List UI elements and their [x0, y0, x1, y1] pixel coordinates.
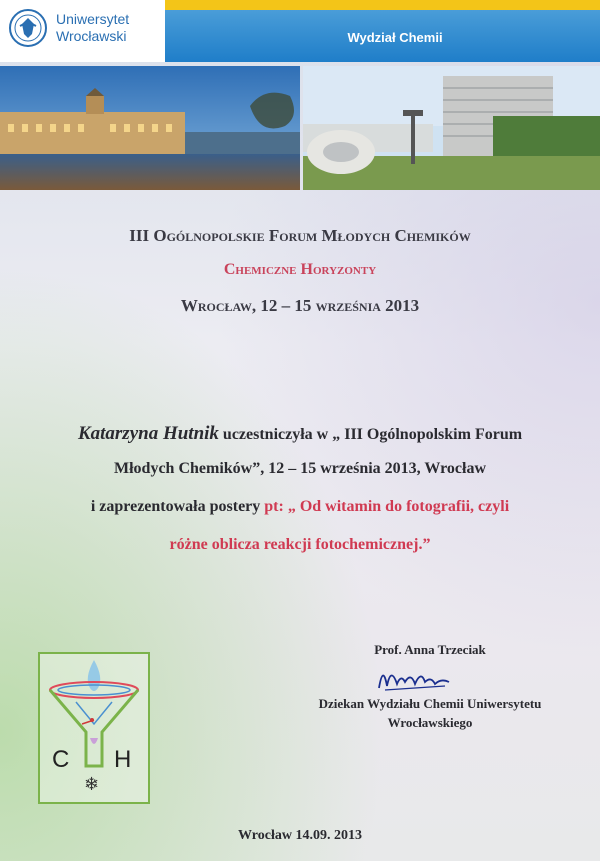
event-subtitle: Chemiczne Horyzonty — [223, 261, 377, 278]
certificate-line-3 — [0, 498, 600, 516]
certificate-line-1 — [0, 423, 600, 445]
poster-title-part-1: pt: „ Od witamin do fotografii, czyli — [264, 498, 510, 515]
handwritten-signature — [375, 660, 455, 694]
university-name-line1: Uniwersytet — [56, 11, 130, 27]
university-seal-icon — [8, 8, 48, 48]
faculty-building-photo — [303, 66, 600, 190]
university-logo-area — [0, 0, 165, 62]
university-name-line2: Wrocławski — [56, 28, 127, 44]
certificate-line-3-prefix: i zaprezentowała postery — [90, 498, 261, 515]
signatory-position-line1: Dziekan Wydziału Chemii Uniwersytetu — [318, 696, 542, 711]
event-title: III Ogólnopolskie Forum Młodych Chemików — [129, 226, 471, 245]
university-name — [56, 11, 129, 45]
faculty-name: Wydział Chemii — [347, 30, 443, 45]
issue-place-date: Wrocław 14.09. 2013 — [238, 828, 362, 843]
poster-title-part-2: różne oblicza reakcji fotochemicznej.” — [169, 536, 431, 553]
certificate-line-1-rest: uczestniczyła w „ III Ogólnopolskim Forum — [222, 426, 523, 443]
university-building-photo — [0, 66, 300, 190]
forum-emblem — [38, 652, 150, 804]
emblem-letter-h: H — [114, 746, 132, 773]
participant-name: Katarzyna Hutnik — [77, 423, 219, 444]
emblem-letter-c: C — [52, 746, 70, 773]
signatory-position-line2: Wrocławskiego — [387, 715, 473, 730]
snowflake-icon: ❄ — [84, 774, 100, 794]
signatory-name: Prof. Anna Trzeciak — [374, 642, 486, 657]
event-place-date: Wrocław, 12 – 15 września 2013 — [180, 296, 420, 315]
certificate-line-2: Młodych Chemików”, 12 – 15 września 2013, Wrocław — [114, 460, 486, 477]
